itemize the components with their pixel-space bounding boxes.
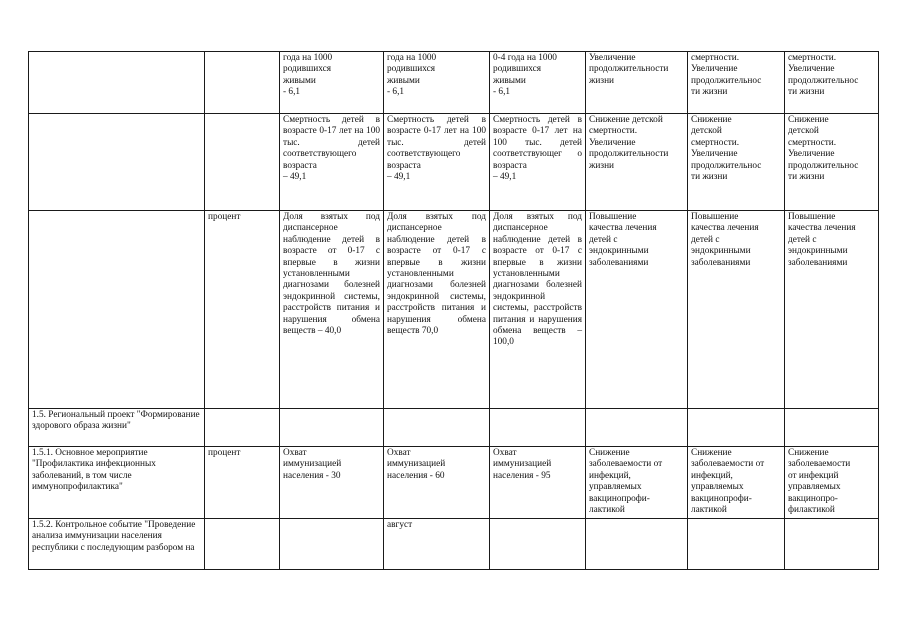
cell-target-2 [384, 409, 490, 447]
cell-event [29, 52, 205, 114]
cell-effect-2: смертности. Увеличение продолжительнос ти жизни [688, 52, 785, 114]
table-row-regional-project [29, 409, 879, 447]
cell-effect-3: Снижение детской смертности. Увеличение продолжительнос ти жизни [785, 114, 879, 211]
cell-event [29, 211, 205, 409]
cell-target-3: Охват иммунизацией населения - 95 [490, 447, 586, 519]
cell-effect-2: Снижение детской смертности. Увеличение продолжительнос ти жизни [688, 114, 785, 211]
cell-target-2: август [384, 519, 490, 570]
cell-effect-2: Повышение качества лечения детей с эндокринными заболеваниями [688, 211, 785, 409]
cell-unit [205, 52, 280, 114]
cell-effect-1: Увеличение продолжительности жизни [586, 52, 688, 114]
cell-unit: процент [205, 211, 280, 409]
cell-event: 1.5. Региональный проект "Формирование здорового образа жизни" [29, 409, 205, 447]
cell-effect-3: Снижение заболеваемости от инфекций управляемых вакцинопро- филактикой [785, 447, 879, 519]
cell-effect-3: Повышение качества лечения детей с эндокринными заболеваниями [785, 211, 879, 409]
cell-target-2: Охват иммунизацией населения - 60 [384, 447, 490, 519]
cell-effect-3 [785, 519, 879, 570]
cell-effect-2: Снижение заболеваемости от инфекций, управляемых вакцинопрофи- лактикой [688, 447, 785, 519]
cell-effect-3 [785, 409, 879, 447]
cell-effect-1 [586, 409, 688, 447]
cell-event: 1.5.2. Контрольное событие "Проведение анализа иммунизации населения республики с последующим разбором на [29, 519, 205, 570]
table-row-infant-mortality [29, 52, 879, 114]
table-row-control-event [29, 519, 879, 570]
table-row-immunization-measure [29, 447, 879, 519]
cell-target-1 [280, 409, 384, 447]
cell-unit [205, 409, 280, 447]
cell-effect-1 [586, 519, 688, 570]
cell-target-1: Смертность детей в возрасте 0-17 лет на 100 тыс. детей соответствующего возраста – 49,1 [280, 114, 384, 211]
cell-target-2: Доля взятых под диспансерное наблюдение детей в возрасте от 0-17 с впервые в жизни установленными диагнозами болезней эндокринной системы, расстройств питания и нарушения обмена веществ 70,0 [384, 211, 490, 409]
cell-target-1: года на 1000 родившихся живыми - 6,1 [280, 52, 384, 114]
cell-effect-1: Повышение качества лечения детей с эндокринными заболеваниями [586, 211, 688, 409]
cell-unit [205, 519, 280, 570]
table-row-child-mortality [29, 114, 879, 211]
cell-event: 1.5.1. Основное мероприятие "Профилактика инфекционных заболеваний, в том числе иммунопрофилактика" [29, 447, 205, 519]
cell-target-3 [490, 519, 586, 570]
cell-effect-3: смертности. Увеличение продолжительнос ти жизни [785, 52, 879, 114]
cell-effect-1: Снижение детской смертности. Увеличение продолжительности жизни [586, 114, 688, 211]
cell-unit [205, 114, 280, 211]
cell-target-3: Доля взятых под диспансерное наблюдение детей в возрасте от 0-17 с впервые в жизни установленными диагнозами болезней эндокринной системы, расстройств питания и нарушения обмена веществ – 100,0 [490, 211, 586, 409]
cell-target-1: Доля взятых под диспансерное наблюдение детей в возрасте от 0-17 с впервые в жизни установленными диагнозами болезней эндокринной системы, расстройств питания и нарушения обмена веществ – 40,0 [280, 211, 384, 409]
cell-effect-2 [688, 409, 785, 447]
cell-effect-1: Снижение заболеваемости от инфекций, управляемых вакцинопрофи- лактикой [586, 447, 688, 519]
cell-target-1: Охват иммунизацией населения - 30 [280, 447, 384, 519]
cell-target-1 [280, 519, 384, 570]
program-indicators-table [28, 51, 879, 570]
cell-target-3: 0-4 года на 1000 родившихся живыми - 6,1 [490, 52, 586, 114]
cell-event [29, 114, 205, 211]
cell-effect-2 [688, 519, 785, 570]
cell-target-2: Смертность детей в возрасте 0-17 лет на 100 тыс. детей соответствующего возраста – 49,1 [384, 114, 490, 211]
cell-target-3: Смертность детей в возрасте 0-17 лет на 100 тыс. детей соответствующег о возраста – 49,1 [490, 114, 586, 211]
cell-unit: процент [205, 447, 280, 519]
table-row-endocrine-dispensary [29, 211, 879, 409]
cell-target-3 [490, 409, 586, 447]
cell-target-2: года на 1000 родившихся живыми - 6,1 [384, 52, 490, 114]
